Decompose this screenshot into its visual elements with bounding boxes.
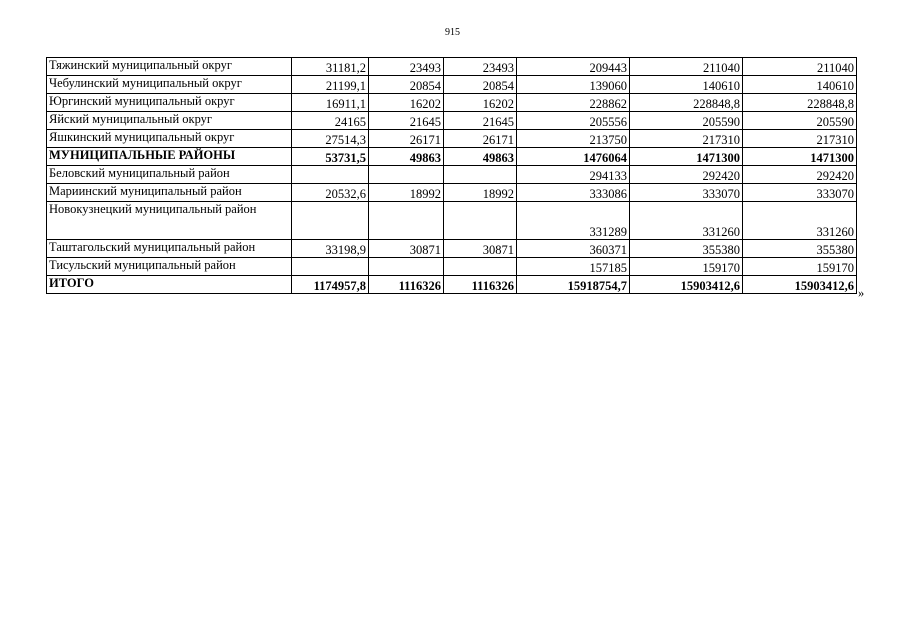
value-cell: 1174957,8 (292, 276, 369, 294)
value-cell: 211040 (630, 58, 743, 76)
value-cell: 205590 (743, 112, 857, 130)
closing-quote-mark: » (858, 286, 865, 300)
value-cell: 360371 (517, 240, 630, 258)
value-cell: 49863 (369, 148, 444, 166)
value-cell: 27514,3 (292, 130, 369, 148)
value-cell: 292420 (743, 166, 857, 184)
value-cell: 333070 (630, 184, 743, 202)
value-cell: 228848,8 (743, 94, 857, 112)
value-cell: 333070 (743, 184, 857, 202)
municipality-name: Юргинский муниципальный округ (47, 94, 292, 112)
value-cell: 15903412,6 (743, 276, 857, 294)
table-row (47, 76, 857, 94)
total-label: ИТОГО (47, 276, 292, 294)
value-cell: 30871 (444, 240, 517, 258)
value-cell: 21645 (369, 112, 444, 130)
value-cell: 157185 (517, 258, 630, 276)
municipality-name: Чебулинский муниципальный округ (47, 76, 292, 94)
value-cell: 205590 (630, 112, 743, 130)
grand-total-row (47, 276, 857, 294)
value-cell: 159170 (630, 258, 743, 276)
value-cell: 26171 (444, 130, 517, 148)
value-cell: 53731,5 (292, 148, 369, 166)
value-cell: 1116326 (369, 276, 444, 294)
municipality-name: Яшкинский муниципальный округ (47, 130, 292, 148)
value-cell: 20854 (444, 76, 517, 94)
value-cell (292, 202, 369, 240)
value-cell: 31181,2 (292, 58, 369, 76)
value-cell: 228848,8 (630, 94, 743, 112)
municipality-name: Тяжинский муниципальный округ (47, 58, 292, 76)
value-cell: 33198,9 (292, 240, 369, 258)
table-row (47, 184, 857, 202)
value-cell: 333086 (517, 184, 630, 202)
value-cell: 16911,1 (292, 94, 369, 112)
value-cell (369, 166, 444, 184)
municipality-name: Яйский муниципальный округ (47, 112, 292, 130)
value-cell: 49863 (444, 148, 517, 166)
value-cell: 30871 (369, 240, 444, 258)
municipality-name: Новокузнецкий муниципальный район (47, 202, 292, 240)
value-cell (444, 166, 517, 184)
table-row (47, 202, 857, 240)
value-cell: 21645 (444, 112, 517, 130)
value-cell: 140610 (743, 76, 857, 94)
value-cell (369, 258, 444, 276)
section-subtotal-row (47, 148, 857, 166)
value-cell (444, 202, 517, 240)
value-cell: 331260 (630, 202, 743, 240)
value-cell: 217310 (630, 130, 743, 148)
value-cell (292, 258, 369, 276)
value-cell: 205556 (517, 112, 630, 130)
municipality-name: Тисульский муниципальный район (47, 258, 292, 276)
value-cell: 209443 (517, 58, 630, 76)
value-cell: 1116326 (444, 276, 517, 294)
value-cell (292, 166, 369, 184)
table-row (47, 258, 857, 276)
value-cell: 211040 (743, 58, 857, 76)
table-row (47, 240, 857, 258)
value-cell: 217310 (743, 130, 857, 148)
table-row (47, 130, 857, 148)
value-cell: 331260 (743, 202, 857, 240)
value-cell (369, 202, 444, 240)
page-number: 915 (445, 27, 460, 38)
value-cell: 139060 (517, 76, 630, 94)
value-cell: 140610 (630, 76, 743, 94)
value-cell: 23493 (444, 58, 517, 76)
municipality-name: Таштагольский муниципальный район (47, 240, 292, 258)
value-cell: 18992 (444, 184, 517, 202)
value-cell: 228862 (517, 94, 630, 112)
value-cell: 24165 (292, 112, 369, 130)
value-cell: 294133 (517, 166, 630, 184)
value-cell: 16202 (369, 94, 444, 112)
table-row (47, 166, 857, 184)
table-row (47, 58, 857, 76)
value-cell: 355380 (743, 240, 857, 258)
value-cell: 159170 (743, 258, 857, 276)
section-title: МУНИЦИПАЛЬНЫЕ РАЙОНЫ (47, 148, 292, 166)
value-cell: 18992 (369, 184, 444, 202)
value-cell: 331289 (517, 202, 630, 240)
value-cell: 213750 (517, 130, 630, 148)
table-row (47, 112, 857, 130)
municipality-name: Мариинский муниципальный район (47, 184, 292, 202)
value-cell: 15903412,6 (630, 276, 743, 294)
value-cell: 1476064 (517, 148, 630, 166)
value-cell: 21199,1 (292, 76, 369, 94)
value-cell: 1471300 (743, 148, 857, 166)
municipality-name: Беловский муниципальный район (47, 166, 292, 184)
value-cell: 355380 (630, 240, 743, 258)
value-cell: 20532,6 (292, 184, 369, 202)
value-cell (444, 258, 517, 276)
value-cell: 23493 (369, 58, 444, 76)
value-cell: 26171 (369, 130, 444, 148)
budget-table (46, 57, 857, 294)
value-cell: 20854 (369, 76, 444, 94)
value-cell: 16202 (444, 94, 517, 112)
table-row (47, 94, 857, 112)
value-cell: 15918754,7 (517, 276, 630, 294)
value-cell: 292420 (630, 166, 743, 184)
value-cell: 1471300 (630, 148, 743, 166)
